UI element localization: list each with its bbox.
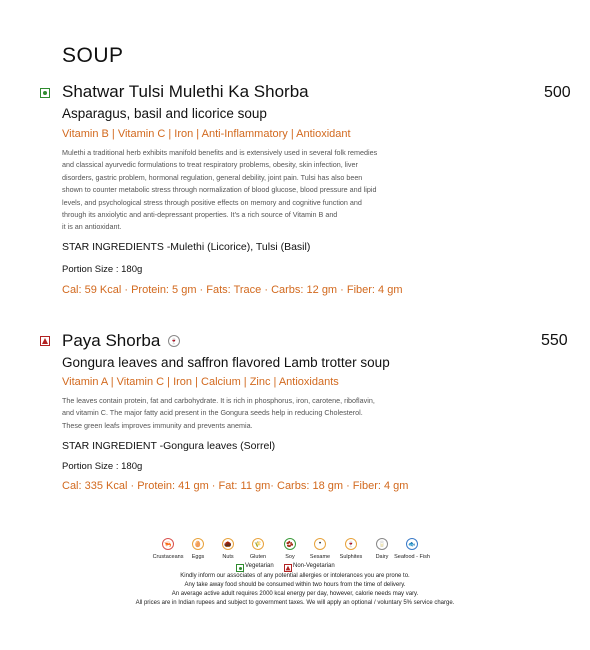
allergen-item	[394, 538, 430, 560]
star-ingredients: STAR INGREDIENT -Gongura leaves (Sorrel)	[62, 440, 276, 452]
description-line: it is an antioxidant.	[62, 222, 122, 232]
dish-price: 550	[541, 332, 568, 349]
description-line: Mulethi a traditional herb exhibits manifold benefits and is extensively used in several folk remedies	[62, 148, 378, 157]
description-line: The leaves contain protein, fat and carbohydrate. It is rich in phosphorus, iron, carotene, riboflavin,	[62, 396, 375, 405]
vegetarian-icon	[40, 88, 50, 98]
dish-health-tags: Vitamin B | Vitamin C | Iron | Anti-Inflammatory | Antioxidant	[62, 128, 351, 140]
portion-size: Portion Size : 180g	[62, 264, 143, 275]
allergen-item	[339, 538, 363, 560]
crustaceans-icon: 🦐	[162, 538, 174, 550]
allergen-label: Crustaceans	[152, 554, 184, 560]
description-line: shown to counter metabolic stress through normalization of blood glucose, blood pressure and lipid	[62, 185, 377, 195]
nutrition-info: Cal: 59 Kcal · Protein: 5 gm · Fats: Trace · Carbs: 12 gm · Fiber: 4 gm	[62, 284, 403, 296]
triangle-icon	[41, 337, 49, 345]
portion-size: Portion Size : 180g	[62, 461, 143, 472]
footer-note: An average active adult requires 2000 kcal energy per day, however, calorie needs may vary.	[171, 591, 419, 597]
sulphites-icon: 🍷	[168, 335, 180, 347]
sesame-icon: •	[314, 538, 326, 550]
dish-description	[62, 395, 452, 432]
sulphites-icon: 🍷	[345, 538, 357, 550]
footer-note: Any take away food should be consumed within two hours from the time of delivery.	[184, 582, 406, 588]
non-vegetarian-icon	[284, 564, 292, 572]
dish-subtitle: Gongura leaves and saffron flavored Lamb trotter soup	[62, 355, 390, 370]
footer-note: Kindly inform our associates of any potential allergies or intolerances you are prone to.	[180, 573, 410, 579]
description-line: and vitamin C. The major fatty acid present in the Gongura seeds help in reducing Cholesterol.	[62, 408, 363, 418]
section-title: SOUP	[62, 44, 124, 67]
legend-vegetarian: Vegetarian	[245, 563, 274, 569]
star-ingredients: STAR INGREDIENTS -Mulethi (Licorice), Tulsi (Basil)	[62, 241, 311, 253]
nuts-icon: 🌰	[222, 538, 234, 550]
allergen-label: Dairy	[375, 554, 389, 560]
triangle-icon	[285, 565, 291, 571]
allergen-item	[152, 538, 184, 560]
vegetarian-icon	[236, 564, 244, 572]
gluten-icon: 🌾	[252, 538, 264, 550]
allergen-label: Gluten	[249, 554, 267, 560]
dairy-icon: 🥛	[376, 538, 388, 550]
description-line: disorders, gastric problem, hormonal regulation, general debility, joint pain. Tulsi has also been	[62, 172, 363, 182]
allergen-item	[246, 538, 270, 560]
dish-subtitle: Asparagus, basil and licorice soup	[62, 106, 267, 121]
soy-icon: 🫘	[284, 538, 296, 550]
allergen-item	[308, 538, 332, 560]
allergen-item	[216, 538, 240, 560]
allergen-item	[278, 538, 302, 560]
allergen-item	[186, 538, 210, 560]
description-line: levels, and psychological stress through positive effects on memory and cognitive function and	[62, 197, 362, 207]
allergen-label: Nuts	[222, 554, 234, 560]
allergen-label: Sesame	[309, 554, 331, 560]
description-line: through its anxiolytic and anti-depressant properties. It's a rich source of Vitamin B and	[62, 210, 338, 220]
allergen-label: Seafood - Fish	[394, 554, 430, 560]
non-vegetarian-icon	[40, 336, 50, 346]
fish-icon: 🐟	[406, 538, 418, 550]
allergen-label: Sulphites	[339, 554, 363, 560]
description-line: and classical ayurvedic formulations to treat respiratory problems, obesity, skin infection, liver	[62, 160, 358, 170]
eggs-icon: 🥚	[192, 538, 204, 550]
dish-health-tags: Vitamin A | Vitamin C | Iron | Calcium | Zinc | Antioxidants	[62, 376, 339, 388]
dish-name: Paya Shorba	[62, 331, 161, 350]
allergen-item	[370, 538, 394, 560]
legend-non-vegetarian: Non-Vegetarian	[293, 563, 335, 569]
description-line: These green leafs improves immunity and prevents anemia.	[62, 420, 253, 430]
footer-note: All prices are in Indian rupees and subject to government taxes. We will apply an optional / voluntary 5% service charge.	[135, 600, 455, 606]
dish-name: Shatwar Tulsi Mulethi Ka Shorba	[62, 82, 309, 101]
nutrition-info: Cal: 335 Kcal · Protein: 41 gm · Fat: 11 gm· Carbs: 18 gm · Fiber: 4 gm	[62, 480, 409, 492]
dish-price: 500	[544, 84, 571, 101]
allergen-label: Soy	[285, 554, 295, 560]
dish-description	[62, 147, 452, 234]
allergen-label: Eggs	[191, 554, 205, 560]
